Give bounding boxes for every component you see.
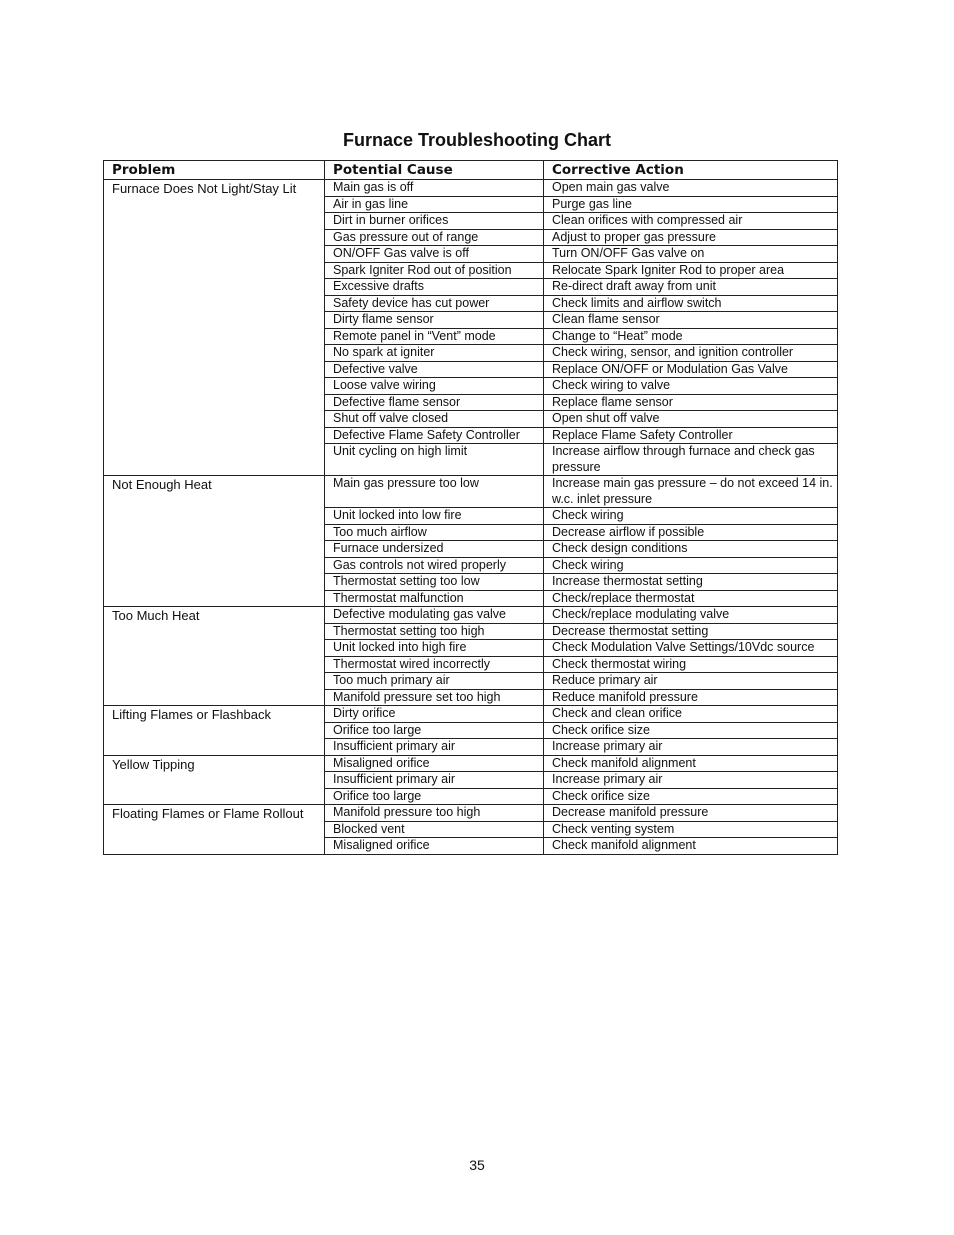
table-row xyxy=(325,345,837,362)
table-row xyxy=(325,246,837,263)
table-row xyxy=(325,197,837,214)
action-cell: Decrease airflow if possible xyxy=(552,524,705,539)
table-row xyxy=(325,772,837,789)
page-title: Furnace Troubleshooting Chart xyxy=(342,130,611,150)
action-cell: Replace ON/OFF or Modulation Gas Valve xyxy=(552,361,788,376)
table-row xyxy=(325,444,837,475)
cause-cell: Too much primary air xyxy=(325,673,544,689)
header-action: Corrective Action xyxy=(552,162,684,178)
action-cell: Purge gas line xyxy=(552,196,632,211)
table-row xyxy=(325,263,837,280)
problem-group xyxy=(104,756,837,806)
cause-cell: Remote panel in “Vent” mode xyxy=(325,329,544,345)
table-row xyxy=(325,789,837,805)
action-cell: Check manifold alignment xyxy=(552,838,696,852)
cause-cell: Too much airflow xyxy=(325,525,544,541)
cause-cell: Dirty orifice xyxy=(325,706,544,722)
action-cell: Change to “Heat” mode xyxy=(552,328,683,343)
cause-cell: Loose valve wiring xyxy=(325,378,544,394)
table-row xyxy=(325,591,837,607)
action-cell: Check design conditions xyxy=(552,541,688,555)
table-row xyxy=(325,607,837,624)
table-row xyxy=(325,525,837,542)
action-cell: Reduce primary air xyxy=(552,673,658,687)
cause-cell: Furnace undersized xyxy=(325,541,544,557)
cause-cell: ON/OFF Gas valve is off xyxy=(325,246,544,262)
table-row xyxy=(325,230,837,247)
troubleshooting-table xyxy=(103,160,838,855)
cause-cell: Thermostat setting too high xyxy=(325,624,544,640)
action-cell: Relocate Spark Igniter Rod to proper area xyxy=(552,262,785,277)
cause-cell: Spark Igniter Rod out of position xyxy=(325,263,544,279)
action-cell: Check wiring to valve xyxy=(552,378,671,392)
action-cell: Turn ON/OFF Gas valve on xyxy=(552,246,705,260)
cause-cell: Unit locked into low fire xyxy=(325,508,544,524)
action-cell: Increase airflow through furnace and check gas pressure xyxy=(552,444,815,474)
action-cell: Check/replace modulating valve xyxy=(552,607,730,621)
cause-cell: Defective flame sensor xyxy=(325,395,544,411)
action-cell: Replace Flame Safety Controller xyxy=(552,427,733,442)
cause-cell: Insufficient primary air xyxy=(325,739,544,755)
table-row xyxy=(325,213,837,230)
problem-cell: Too Much Heat xyxy=(104,607,325,705)
cause-cell: Manifold pressure too high xyxy=(325,805,544,821)
action-cell: Check limits and airflow switch xyxy=(552,295,722,310)
table-row xyxy=(325,476,837,508)
action-cell: Adjust to proper gas pressure xyxy=(552,229,716,244)
cause-cell: Misaligned orifice xyxy=(325,838,544,854)
cause-cell: Air in gas line xyxy=(325,197,544,213)
table-row xyxy=(325,362,837,379)
cause-cell: Manifold pressure set too high xyxy=(325,690,544,706)
action-cell: Clean flame sensor xyxy=(552,312,660,326)
action-cell: Increase primary air xyxy=(552,772,663,786)
table-row xyxy=(325,756,837,773)
cause-cell: Unit cycling on high limit xyxy=(325,444,544,475)
table-row xyxy=(325,329,837,346)
cause-cell: Insufficient primary air xyxy=(325,772,544,788)
problem-group xyxy=(104,180,837,476)
table-row xyxy=(325,657,837,674)
cause-cell: Misaligned orifice xyxy=(325,756,544,772)
problem-cell: Yellow Tipping xyxy=(104,756,325,805)
table-row xyxy=(325,378,837,395)
table-row xyxy=(325,822,837,839)
cause-cell: Unit locked into high fire xyxy=(325,640,544,656)
problem-cell: Furnace Does Not Light/Stay Lit xyxy=(104,180,325,475)
problem-group xyxy=(104,805,837,855)
action-cell: Clean orifices with compressed air xyxy=(552,213,743,227)
action-cell: Decrease thermostat setting xyxy=(552,623,709,638)
table-row xyxy=(325,574,837,591)
cause-cell: Dirty flame sensor xyxy=(325,312,544,328)
action-cell: Check wiring xyxy=(552,508,624,522)
table-row xyxy=(325,296,837,313)
action-cell: Check venting system xyxy=(552,821,675,836)
problem-group xyxy=(104,476,837,607)
table-row xyxy=(325,508,837,525)
header-cause: Potential Cause xyxy=(325,161,544,179)
problem-cell: Not Enough Heat xyxy=(104,476,325,606)
table-row xyxy=(325,690,837,706)
cause-cell: Safety device has cut power xyxy=(325,296,544,312)
cause-cell: Thermostat malfunction xyxy=(325,591,544,607)
problem-cell: Lifting Flames or Flashback xyxy=(104,706,325,755)
action-cell: Check orifice size xyxy=(552,788,650,803)
table-row xyxy=(325,541,837,558)
action-cell: Check Modulation Valve Settings/10Vdc source xyxy=(552,640,815,654)
cause-cell: Main gas pressure too low xyxy=(325,476,544,507)
action-cell: Open main gas valve xyxy=(552,180,670,194)
table-row xyxy=(325,739,837,755)
action-cell: Re-direct draft away from unit xyxy=(552,279,716,293)
table-row xyxy=(325,624,837,641)
table-row xyxy=(325,180,837,197)
page-number: 35 xyxy=(469,1157,485,1173)
action-cell: Check and clean orifice xyxy=(552,706,682,720)
action-cell: Increase thermostat setting xyxy=(552,574,703,588)
table-row xyxy=(325,640,837,657)
cause-cell: Gas pressure out of range xyxy=(325,230,544,246)
table-row xyxy=(325,395,837,412)
cause-cell: Orifice too large xyxy=(325,789,544,805)
action-cell: Decrease manifold pressure xyxy=(552,805,709,819)
cause-cell: Excessive drafts xyxy=(325,279,544,295)
table-row xyxy=(325,805,837,822)
header-problem: Problem xyxy=(104,161,325,179)
cause-cell: Shut off valve closed xyxy=(325,411,544,427)
table-header xyxy=(104,161,837,180)
cause-cell: Blocked vent xyxy=(325,822,544,838)
cause-cell: Main gas is off xyxy=(325,180,544,196)
action-cell: Check orifice size xyxy=(552,722,650,737)
cause-cell: Thermostat setting too low xyxy=(325,574,544,590)
problem-cell: Floating Flames or Flame Rollout xyxy=(104,805,325,854)
cause-cell: Orifice too large xyxy=(325,723,544,739)
action-cell: Check manifold alignment xyxy=(552,755,696,770)
action-cell: Check/replace thermostat xyxy=(552,590,695,605)
cause-cell: Defective valve xyxy=(325,362,544,378)
cause-cell: Defective Flame Safety Controller xyxy=(325,428,544,444)
action-cell: Check wiring xyxy=(552,557,624,572)
table-row xyxy=(325,706,837,723)
cause-cell: Dirt in burner orifices xyxy=(325,213,544,229)
table-row xyxy=(325,312,837,329)
table-row xyxy=(325,673,837,690)
table-row xyxy=(325,723,837,740)
cause-cell: Thermostat wired incorrectly xyxy=(325,657,544,673)
action-cell: Reduce manifold pressure xyxy=(552,689,698,704)
table-row xyxy=(325,428,837,445)
cause-cell: No spark at igniter xyxy=(325,345,544,361)
table-row xyxy=(325,558,837,575)
cause-cell: Gas controls not wired properly xyxy=(325,558,544,574)
cause-cell: Defective modulating gas valve xyxy=(325,607,544,623)
table-row xyxy=(325,279,837,296)
action-cell: Replace flame sensor xyxy=(552,394,673,409)
action-cell: Increase primary air xyxy=(552,739,663,753)
problem-group xyxy=(104,607,837,706)
action-cell: Check wiring, sensor, and ignition controller xyxy=(552,345,794,359)
action-cell: Check thermostat wiring xyxy=(552,656,687,671)
action-cell: Open shut off valve xyxy=(552,411,660,425)
problem-group xyxy=(104,706,837,756)
table-row xyxy=(325,838,837,854)
table-row xyxy=(325,411,837,428)
action-cell: Increase main gas pressure – do not exceed 14 in. w.c. inlet pressure xyxy=(552,476,833,506)
